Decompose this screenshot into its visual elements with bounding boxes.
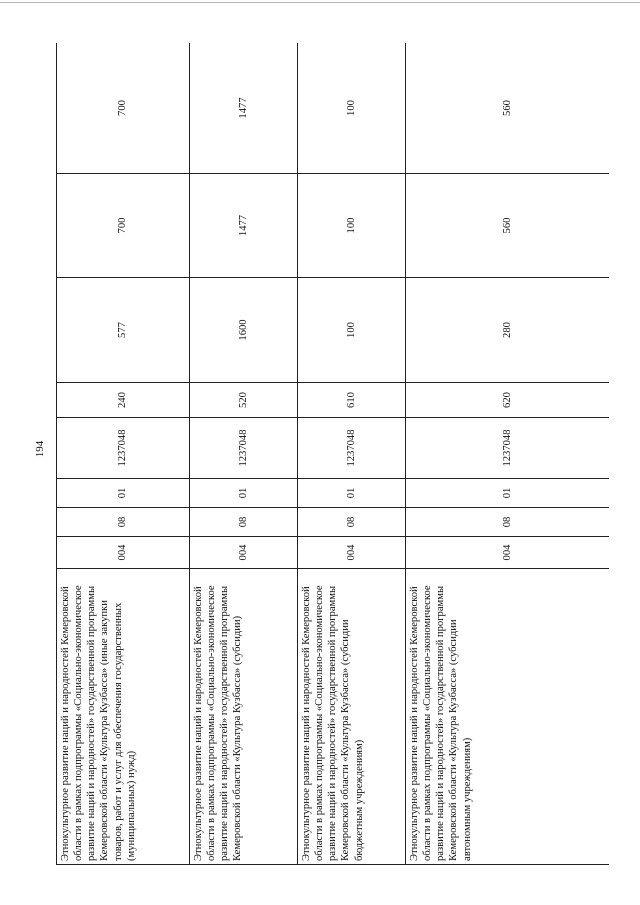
section-code: 08: [190, 508, 298, 537]
amount-2: 700: [57, 174, 190, 278]
target-article-code: 1237048: [298, 418, 406, 479]
ministry-code: 004: [57, 537, 190, 569]
rotated-table-wrapper: [56, 43, 609, 865]
subsection-code: 01: [298, 479, 406, 508]
amount-3: 700: [57, 43, 190, 174]
subsection-code: 01: [406, 479, 610, 508]
subsection-code: 01: [190, 479, 298, 508]
row-description: Этнокультурное развитие наций и народностей Кемеровской области в рамках подпрограммы «Социально-экономическое развитие наций и народностей» государственной программы Кемеровской области «Культура Кузбасса» (субсидии бюджетным учреждениям): [298, 569, 406, 865]
row-description: Этнокультурное развитие наций и народностей Кемеровской области в рамках подпрограммы «Социально-экономическое развитие наций и народностей» государственной программы Кемеровской области «Культура Кузбасса» (субсидии): [190, 569, 298, 865]
amount-2: 1477: [190, 174, 298, 278]
section-code: 08: [406, 508, 610, 537]
expense-type-code: 620: [406, 383, 610, 418]
expense-type-code: 610: [298, 383, 406, 418]
target-article-code: 1237048: [406, 418, 610, 479]
row-description: Этнокультурное развитие наций и народностей Кемеровской области в рамках подпрограммы «Социально-экономическое развитие наций и народностей» государственной программы Кемеровской области «Культура Кузбасса» (иные закупки товаров, работ и услуг для обеспечения государственных (муниципальных) нужд): [57, 569, 190, 865]
ministry-code: 004: [406, 537, 610, 569]
section-code: 08: [57, 508, 190, 537]
row-description: Этнокультурное развитие наций и народностей Кемеровской области в рамках подпрограммы «Социально-экономическое развитие наций и народностей» государственной программы Кемеровской области «Культура Кузбасса» (субсидии автономным учреждениям): [406, 569, 610, 865]
table-row: [298, 43, 406, 865]
top-rule: [0, 2, 640, 3]
table-row: [190, 43, 298, 865]
amount-3: 560: [406, 43, 610, 174]
target-article-code: 1237048: [57, 418, 190, 479]
amount-2: 100: [298, 174, 406, 278]
amount-1: 577: [57, 278, 190, 383]
amount-1: 1600: [190, 278, 298, 383]
document-page: [56, 43, 609, 865]
section-code: 08: [298, 508, 406, 537]
subsection-code: 01: [57, 479, 190, 508]
amount-3: 100: [298, 43, 406, 174]
budget-table: [56, 43, 609, 865]
ministry-code: 004: [190, 537, 298, 569]
amount-3: 1477: [190, 43, 298, 174]
amount-1: 100: [298, 278, 406, 383]
expense-type-code: 520: [190, 383, 298, 418]
table-row: [57, 43, 190, 865]
amount-1: 280: [406, 278, 610, 383]
table-row: [406, 43, 610, 865]
target-article-code: 1237048: [190, 418, 298, 479]
amount-2: 560: [406, 174, 610, 278]
ministry-code: 004: [298, 537, 406, 569]
expense-type-code: 240: [57, 383, 190, 418]
page-number: 194: [34, 440, 46, 458]
